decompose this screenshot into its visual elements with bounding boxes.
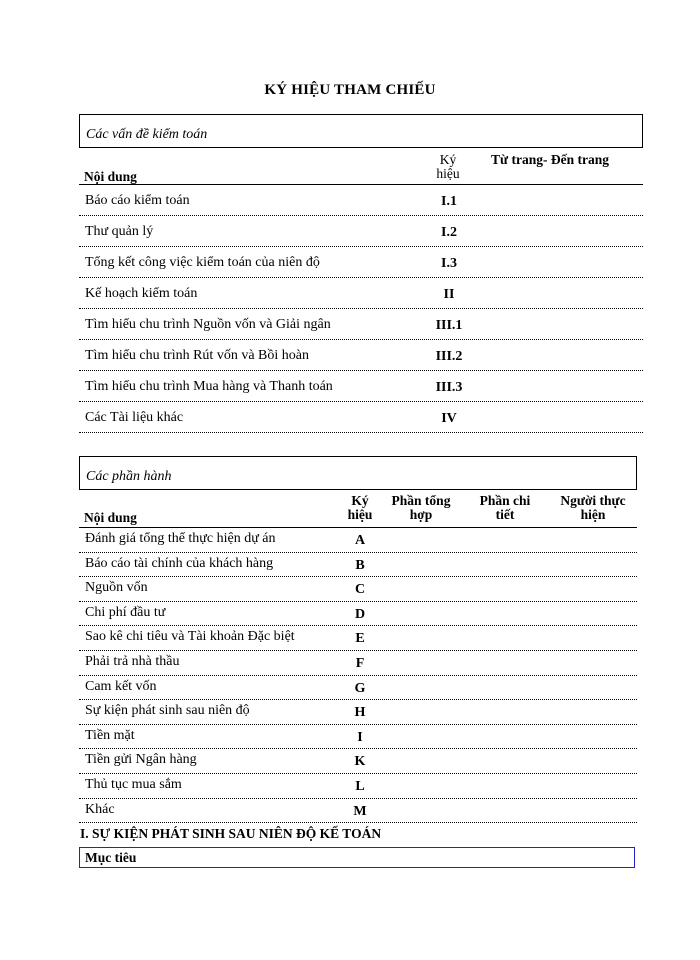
section2-header-person: Người thực hiện bbox=[560, 493, 626, 522]
table-row bbox=[79, 279, 643, 309]
row-code: H bbox=[354, 705, 366, 721]
row-code: F bbox=[355, 656, 365, 671]
row-label: Khác bbox=[85, 801, 115, 817]
row-label: Các Tài liệu khác bbox=[85, 410, 184, 425]
row-code: B bbox=[355, 557, 365, 573]
row-label: Báo cáo tài chính của khách hàng bbox=[85, 555, 274, 571]
table-row bbox=[79, 341, 643, 371]
section1-header-symbol: Ký hiệu bbox=[436, 152, 460, 181]
row-code: III.3 bbox=[435, 380, 463, 395]
table-row bbox=[79, 626, 637, 651]
row-code: I.2 bbox=[441, 225, 457, 240]
table-row bbox=[79, 372, 643, 402]
row-label: Kế hoạch kiểm toán bbox=[85, 286, 198, 301]
row-code: III.1 bbox=[435, 318, 463, 333]
table-row bbox=[79, 700, 637, 725]
table-row bbox=[79, 749, 637, 774]
section2-header-symbol: Ký hiệu bbox=[347, 493, 373, 522]
goal-box: Mục tiêu bbox=[79, 847, 635, 868]
row-label: Tổng kết công việc kiểm toán của niên độ bbox=[85, 255, 320, 270]
section1-header-pages: Từ trang- Đến trang bbox=[491, 152, 609, 167]
row-label: Sao kê chi tiêu và Tài khoản Đặc biệt bbox=[85, 629, 295, 645]
row-label: Tiền gửi Ngân hàng bbox=[85, 752, 197, 768]
row-label: Báo cáo kiểm toán bbox=[85, 193, 190, 208]
table-row bbox=[79, 799, 637, 824]
row-label: Tìm hiểu chu trình Nguồn vốn và Giải ngân bbox=[85, 317, 331, 332]
row-code: M bbox=[353, 803, 367, 819]
row-label: Thủ tục mua sắm bbox=[85, 777, 182, 792]
row-code: IV bbox=[441, 411, 457, 426]
table-row bbox=[79, 186, 643, 216]
section2-header-summary: Phần tổng hợp bbox=[391, 493, 451, 522]
table-row bbox=[79, 676, 637, 701]
table-row bbox=[79, 577, 637, 602]
table-row bbox=[79, 725, 637, 750]
row-label: Chi phí đầu tư bbox=[85, 604, 166, 620]
row-code: K bbox=[354, 754, 366, 770]
row-code: A bbox=[354, 533, 366, 548]
row-code: L bbox=[355, 779, 365, 794]
row-code: D bbox=[354, 606, 366, 622]
page-title: KÝ HIỆU THAM CHIẾU bbox=[264, 82, 436, 98]
table-row bbox=[79, 774, 637, 799]
row-code: I bbox=[357, 729, 363, 745]
table-row bbox=[79, 651, 637, 676]
section2-box: Các phần hành bbox=[79, 456, 637, 490]
row-label: Thư quản lý bbox=[85, 224, 154, 239]
table-row bbox=[79, 403, 643, 433]
table-row bbox=[79, 602, 637, 627]
row-label: Phải trả nhà thầu bbox=[85, 654, 180, 669]
row-label: Đánh giá tổng thể thực hiện dự án bbox=[85, 531, 276, 546]
row-code: III.2 bbox=[435, 349, 463, 364]
row-code: E bbox=[355, 631, 365, 647]
row-code: G bbox=[354, 680, 366, 696]
table-row bbox=[79, 528, 637, 553]
section-heading: I. SỰ KIỆN PHÁT SINH SAU NIÊN ĐỘ KẾ TOÁN bbox=[80, 826, 382, 841]
section1-box: Các vấn đề kiểm toán bbox=[79, 114, 643, 148]
table-row bbox=[79, 553, 637, 578]
section2-header-detail: Phần chi tiết bbox=[479, 493, 531, 522]
row-code: I.1 bbox=[441, 194, 457, 209]
section1-header-rule bbox=[79, 184, 643, 185]
row-code: II bbox=[443, 287, 455, 302]
row-code: I.3 bbox=[441, 256, 457, 271]
row-label: Nguồn vốn bbox=[85, 580, 148, 596]
row-label: Cam kết vốn bbox=[85, 678, 157, 694]
row-label: Tìm hiểu chu trình Rút vốn và Bồi hoàn bbox=[85, 348, 309, 363]
row-label: Tìm hiểu chu trình Mua hàng và Thanh toán bbox=[85, 379, 333, 394]
section2-header-content: Nội dung bbox=[84, 510, 137, 525]
table-row bbox=[79, 248, 643, 278]
table-row bbox=[79, 310, 643, 340]
row-code: C bbox=[354, 582, 366, 598]
table-row bbox=[79, 217, 643, 247]
row-label: Sự kiện phát sinh sau niên độ bbox=[85, 703, 250, 719]
section1-header-content: Nội dung bbox=[84, 169, 137, 184]
row-label: Tiền mặt bbox=[85, 727, 135, 743]
